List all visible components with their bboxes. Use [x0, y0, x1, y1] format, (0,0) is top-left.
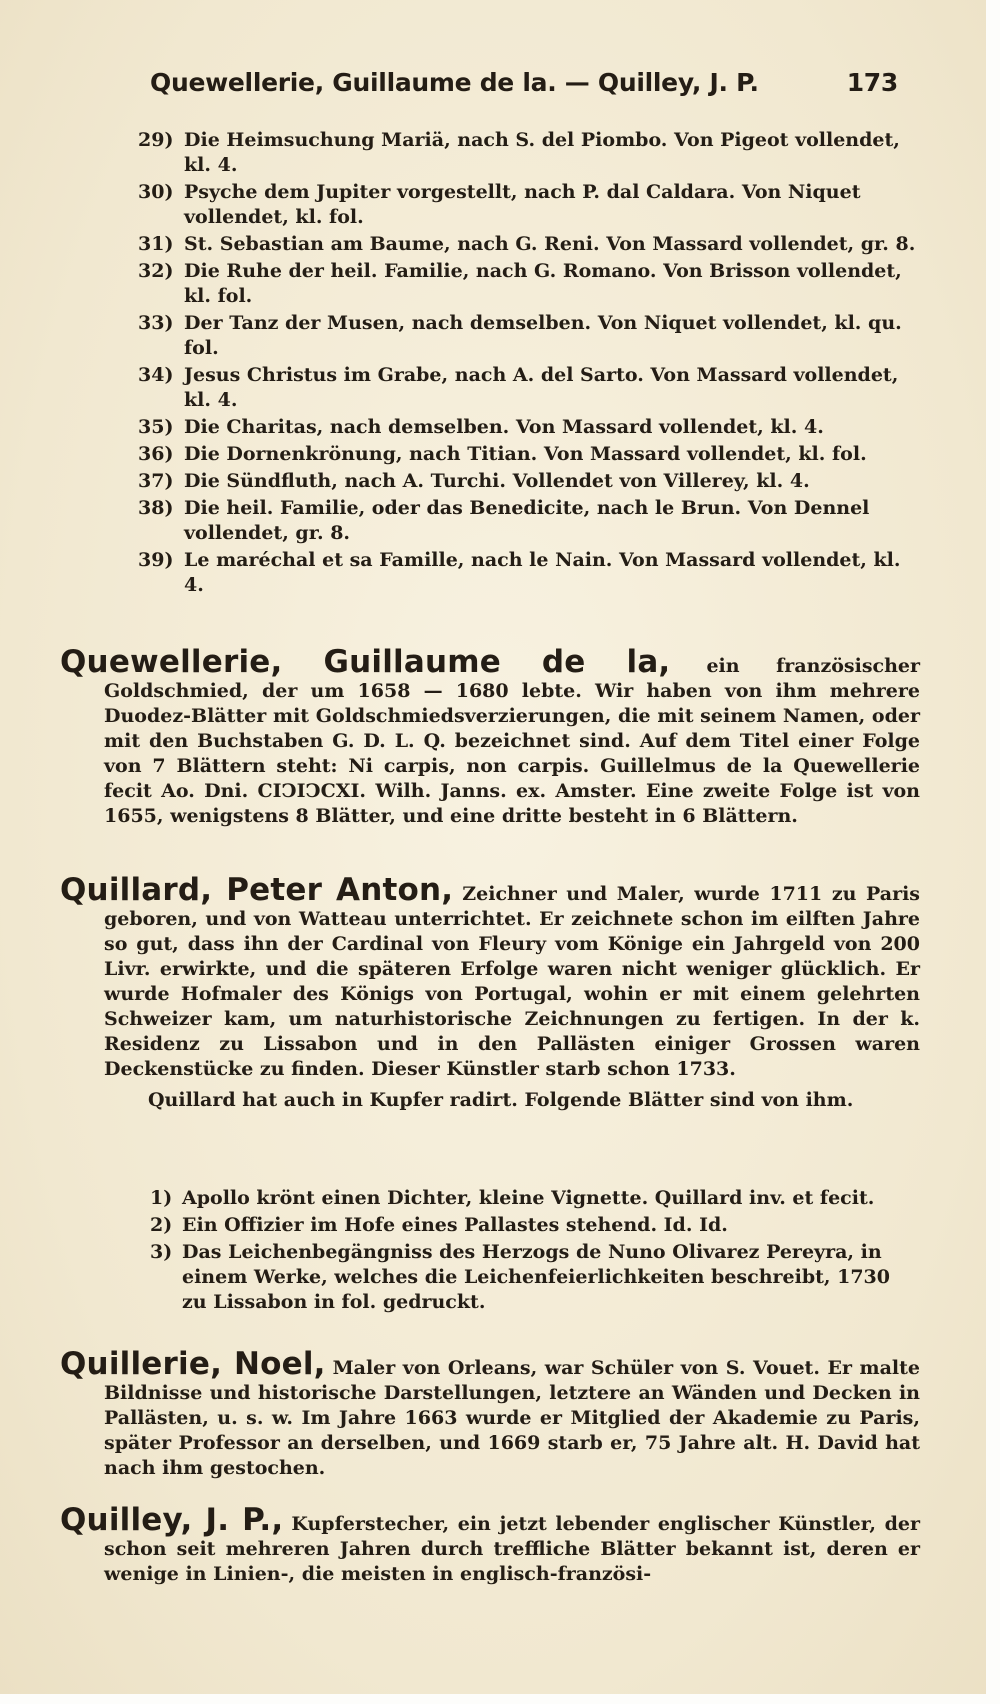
page-number: 173: [846, 68, 898, 97]
item-number: 32): [138, 260, 174, 282]
entry-headword: Quillerie, Noel,: [60, 1346, 326, 1382]
list-item: [138, 128, 918, 178]
item-text: Der Tanz der Musen, nach demselben. Von Niquet vollendet, kl. qu. fol.: [184, 312, 902, 359]
entry-text: ein französischer Goldschmied, der um 1658 — 1680 lebte. Wir haben von ihm mehrere Duodez-Blätter mit Goldschmiedsverzierungen, die mit seinem Namen, oder mit den Buchstaben G. D. L. Q. bezeichnet sind. Auf dem Titel einer Folge von 7 Blättern steht: Ni carpis, non carpis. Guillelmus de la Quewellerie fecit Ao. Dni. CIↃIↃCXI. Wilh. Janns. ex. Amster. Eine zweite Folge ist von 1655, wenigstens 8 Blätter, und eine dritte besteht in 6 Blättern.: [104, 655, 920, 827]
entry-text: Maler von Orleans, war Schüler von S. Vouet. Er malte Bildnisse und historische Darstellungen, letztere an Wänden und Decken in Pallästen, u. s. w. Im Jahre 1663 wurde er Mitglied der Akademie zu Paris, später Professor an derselben, und 1669 starb er, 75 Jahre alt. H. David hat nach ihm gestochen.: [104, 1357, 921, 1479]
item-text: Jesus Christus im Grabe, nach A. del Sarto. Von Massard vollendet, kl. 4.: [184, 364, 899, 411]
numbered-list-quillard: [150, 1186, 918, 1317]
item-text: Die Dornenkrönung, nach Titian. Von Massard vollendet, kl. fol.: [184, 443, 867, 465]
entry-quewellerie: [60, 644, 920, 829]
entry-text: Quillard hat auch in Kupfer radirt. Folgende Blätter sind von ihm.: [148, 1089, 854, 1111]
list-item: [138, 548, 918, 598]
entry-text: Kupferstecher, ein jetzt lebender englischer Künstler, der schon seit mehreren Jahren durch treffliche Blätter bekannt ist, deren er wenige in Linien-, die meisten in englisch-französi-: [104, 1513, 920, 1585]
page-margin-right: [986, 0, 1000, 1704]
list-item: [138, 232, 918, 257]
item-number: 30): [138, 181, 174, 203]
list-item: [138, 180, 918, 230]
item-number: 33): [138, 312, 174, 334]
list-item: [138, 415, 918, 440]
entry-headword: Quilley, J. P.,: [60, 1502, 284, 1538]
item-number: 37): [138, 470, 174, 492]
item-number: 34): [138, 364, 174, 386]
item-text: St. Sebastian am Baume, nach G. Reni. Von Massard vollendet, gr. 8.: [184, 233, 916, 255]
list-item: [138, 442, 918, 467]
entry-paragraph-2: [60, 1088, 920, 1113]
entry-paragraph: [60, 644, 920, 829]
list-item: [150, 1213, 918, 1238]
item-number: 36): [138, 443, 174, 465]
page-margin-bottom: [0, 1694, 1000, 1704]
entry-quillerie: [60, 1346, 921, 1481]
item-text: Die Heimsuchung Mariä, nach S. del Piombo. Von Pigeot vollendet, kl. 4.: [184, 129, 900, 176]
numbered-list-works: [138, 128, 918, 600]
entry-paragraph: [60, 1346, 921, 1481]
entry-quilley: [60, 1502, 920, 1587]
item-text: Die heil. Familie, oder das Benedicite, nach le Brun. Von Dennel vollendet, gr. 8.: [184, 497, 870, 544]
list-item: [150, 1240, 918, 1315]
item-number: 39): [138, 549, 174, 571]
item-text: Die Charitas, nach demselben. Von Massard vollendet, kl. 4.: [184, 416, 824, 438]
list-item: [138, 496, 918, 546]
list-item: [138, 363, 918, 413]
entry-paragraph: [60, 872, 920, 1082]
entry-headword: Quewellerie, Guillaume de la,: [60, 644, 671, 680]
item-number: 2): [150, 1214, 173, 1236]
item-text: Die Sündfluth, nach A. Turchi. Vollendet von Villerey, kl. 4.: [184, 470, 810, 492]
item-text: Psyche dem Jupiter vorgestellt, nach P. dal Caldara. Von Niquet vollendet, kl. fol.: [184, 181, 861, 228]
item-number: 3): [150, 1241, 173, 1263]
item-number: 29): [138, 129, 174, 151]
item-text: Ein Offizier im Hofe eines Pallastes stehend. Id. Id.: [182, 1214, 728, 1236]
item-text: Das Leichenbegängniss des Herzogs de Nuno Olivarez Pereyra, in einem Werke, welches die Leichenfeierlichkeiten beschreibt, 1730 zu Lissabon in fol. gedruckt.: [182, 1241, 891, 1313]
entry-text: Zeichner und Maler, wurde 1711 zu Paris geboren, und von Watteau unterrichtet. Er zeichnete schon im eilften Jahre so gut, dass ihn der Cardinal von Fleury vom Könige ein Jahrgeld von 200 Livr. erwirkte, und die späteren Erfolge waren nicht weniger glücklich. Er wurde Hofmaler des Königs von Portugal, wohin er mit einem gelehrten Schweizer kam, um naturhistorische Zeichnungen zu fertigen. In der k. Residenz zu Lissabon und in den Pallästen einiger Grossen waren Deckenstücke zu finden. Dieser Künstler starb schon 1733.: [104, 883, 920, 1080]
item-number: 1): [150, 1187, 173, 1209]
entry-paragraph: [60, 1502, 920, 1587]
item-text: Apollo krönt einen Dichter, kleine Vignette. Quillard inv. et fecit.: [182, 1187, 875, 1209]
entry-quillard: [60, 872, 920, 1113]
header-title: Quewellerie, Guillaume de la. — Quilley, J. P.: [150, 68, 759, 97]
entry-headword: Quillard, Peter Anton,: [60, 872, 454, 908]
item-number: 35): [138, 416, 174, 438]
list-item: [150, 1186, 918, 1211]
running-header: [150, 68, 898, 108]
item-number: 31): [138, 233, 174, 255]
list-item: [138, 469, 918, 494]
list-item: [138, 259, 918, 309]
list-item: [138, 311, 918, 361]
item-text: Die Ruhe der heil. Familie, nach G. Romano. Von Brisson vollendet, kl. fol.: [184, 260, 902, 307]
item-number: 38): [138, 497, 174, 519]
item-text: Le maréchal et sa Famille, nach le Nain. Von Massard vollendet, kl. 4.: [184, 549, 901, 596]
